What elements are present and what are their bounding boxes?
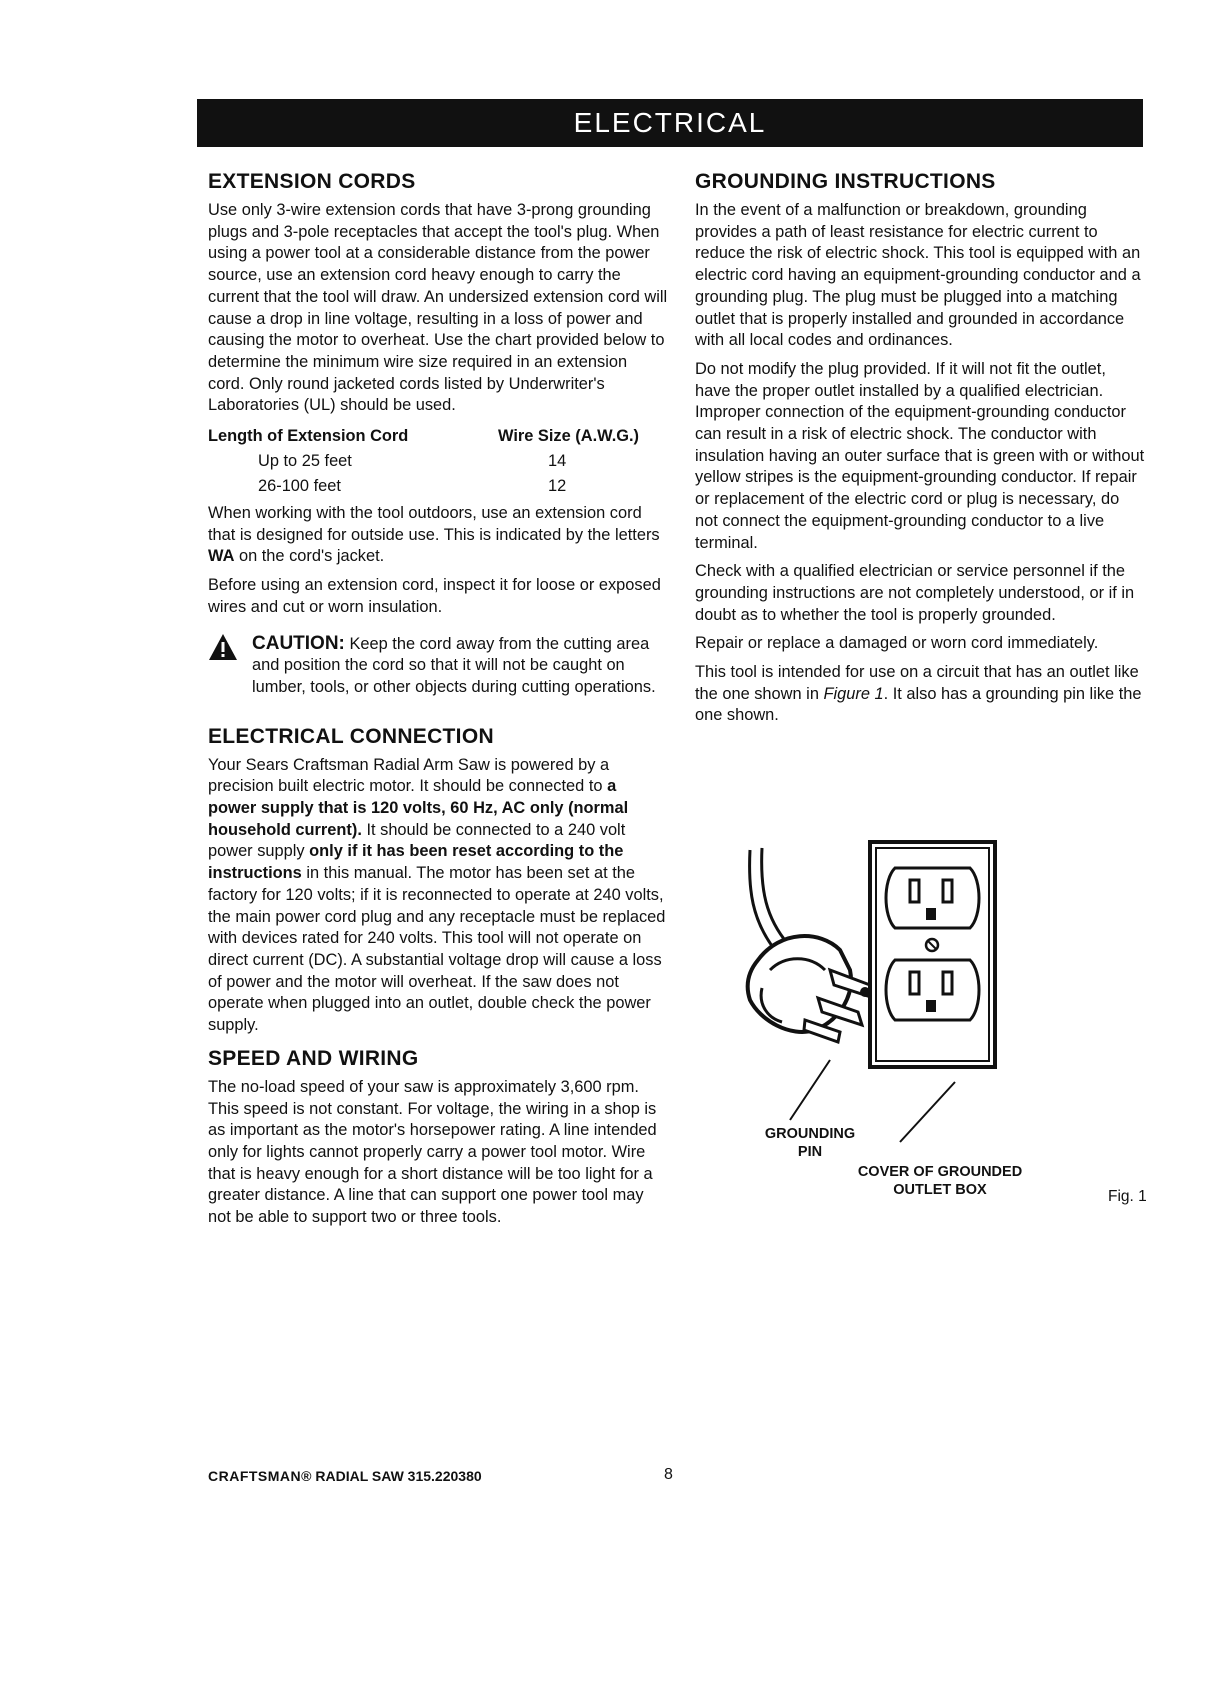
table-cell-size: 14	[548, 452, 567, 471]
table-row	[208, 449, 668, 474]
grounding-paragraph-2: Do not modify the plug provided. If it will not fit the outlet, have the proper outlet installed by a qualified electrician. Improper connection of the equipment-grounding conductor can result in a risk of electric shock. The conductor with insulation having an outer surface that is green with or without yellow stripes is the equipment-grounding conductor. If repair or replacement of the electric cord or plug is necessary, do not connect the equipment-grounding conductor to a live terminal.	[695, 359, 1145, 552]
figure-number: Fig. 1	[1108, 1188, 1147, 1205]
electrical-connection-paragraph: Your Sears Craftsman Radial Arm Saw is powered by a precision built electric motor. It should be connected to a power supply that is 120 volts, 60 Hz, AC only (normal household current). It should be connected to a 240 volt power supply only if it has been reset according to the instructions in this manual. The motor has been set at the factory for 120 volts; if it is reconnected to operate at 240 volts, the main power cord plug and any receptacle must be replaced with devices rated for 240 volts. This tool will not operate on direct current (DC). A substantial voltage drop will cause a loss of power and the motor will overheat. If the saw does not operate when plugged into an outlet, double check the power supply.	[208, 755, 666, 1035]
figure-1-outlet-plug	[700, 820, 1180, 1220]
grounding-paragraph-4: Repair or replace a damaged or worn cord immediately.	[695, 634, 1099, 653]
outdoor-paragraph: When working with the tool outdoors, use an extension cord that is designed for outside use. This is indicated by the letters WA on the cord's jacket.	[208, 504, 660, 566]
extension-cords-paragraph: Use only 3-wire extension cords that have 3-prong grounding plugs and 3-pole receptacles that accept the tool's plug. When using a power tool at a considerable distance from the power source, use an extension cord heavy enough to carry the current that the tool will draw. An undersized extension cord will cause a drop in line voltage, resulting in a loss of power and causing the motor to overheat. Use the chart provided below to determine the minimum wire size required in an extension cord. Only round jacketed cords listed by Underwriter's Laboratories (UL) should be used.	[208, 201, 668, 415]
footer-model: CRAFTSMAN® RADIAL SAW 315.220380	[208, 1468, 482, 1484]
table-cell-length: 26-100 feet	[258, 477, 341, 496]
grounding-paragraph-1: In the event of a malfunction or breakdown, grounding provides a path of least resistance for electric current to reduce the risk of electric shock. This tool is equipped with an electric cord having an equipment-grounding conductor and a grounding plug. The plug must be plugged into a matching outlet that is properly installed and grounded in accordance with all local codes and ordinances.	[695, 201, 1141, 350]
right-column	[695, 170, 1145, 734]
grounding-paragraph-5: This tool is intended for use on a circuit that has an outlet like the one shown in Figure 1. It also has a grounding pin like the one shown.	[695, 663, 1142, 725]
page-number: 8	[664, 1466, 673, 1483]
col-header-length: Length of Extension Cord	[208, 427, 409, 446]
table-cell-size: 12	[548, 477, 567, 496]
grounding-heading: GROUNDING INSTRUCTIONS	[695, 170, 996, 193]
grounding-pin-label: GROUNDING PIN	[764, 1126, 856, 1160]
craftsman-logo-text: CRAFTSMAN	[208, 1468, 302, 1484]
caution-block	[208, 633, 668, 699]
extension-cords-heading: EXTENSION CORDS	[208, 170, 416, 193]
grounding-paragraph-3: Check with a qualified electrician or service personnel if the grounding instructions are not completely understood, or if in doubt as to whether the tool is properly grounded.	[695, 562, 1135, 624]
electrical-connection-heading: ELECTRICAL CONNECTION	[208, 724, 494, 748]
section-banner: ELECTRICAL	[197, 99, 1143, 147]
speed-wiring-paragraph: The no-load speed of your saw is approximately 3,600 rpm. This speed is not constant. For voltage, the wiring in a shop is as important as the motor's horsepower rating. A line intended only for lights cannot properly carry a power tool motor. Wire that is heavy enough for a short distance will be too light for a greater distance. A line that can support one power tool may not be able to support two or three tools.	[208, 1077, 657, 1227]
left-column	[208, 170, 668, 1236]
table-row	[208, 474, 668, 499]
wire-size-table	[208, 424, 668, 499]
caution-text: CAUTION: Keep the cord away from the cutting area and position the cord so that it will not be caught on lumber, tools, or other objects during cutting operations.	[252, 632, 656, 696]
inspect-paragraph: Before using an extension cord, inspect it for loose or exposed wires and cut or worn insulation.	[208, 576, 661, 616]
col-header-size: Wire Size (A.W.G.)	[498, 427, 640, 446]
table-cell-length: Up to 25 feet	[258, 452, 352, 471]
warning-triangle-icon	[208, 633, 252, 699]
outlet-cover-label: COVER OF GROUNDED OUTLET BOX	[857, 1164, 1023, 1198]
table-header-row	[208, 424, 668, 449]
speed-wiring-heading: SPEED AND WIRING	[208, 1046, 419, 1070]
